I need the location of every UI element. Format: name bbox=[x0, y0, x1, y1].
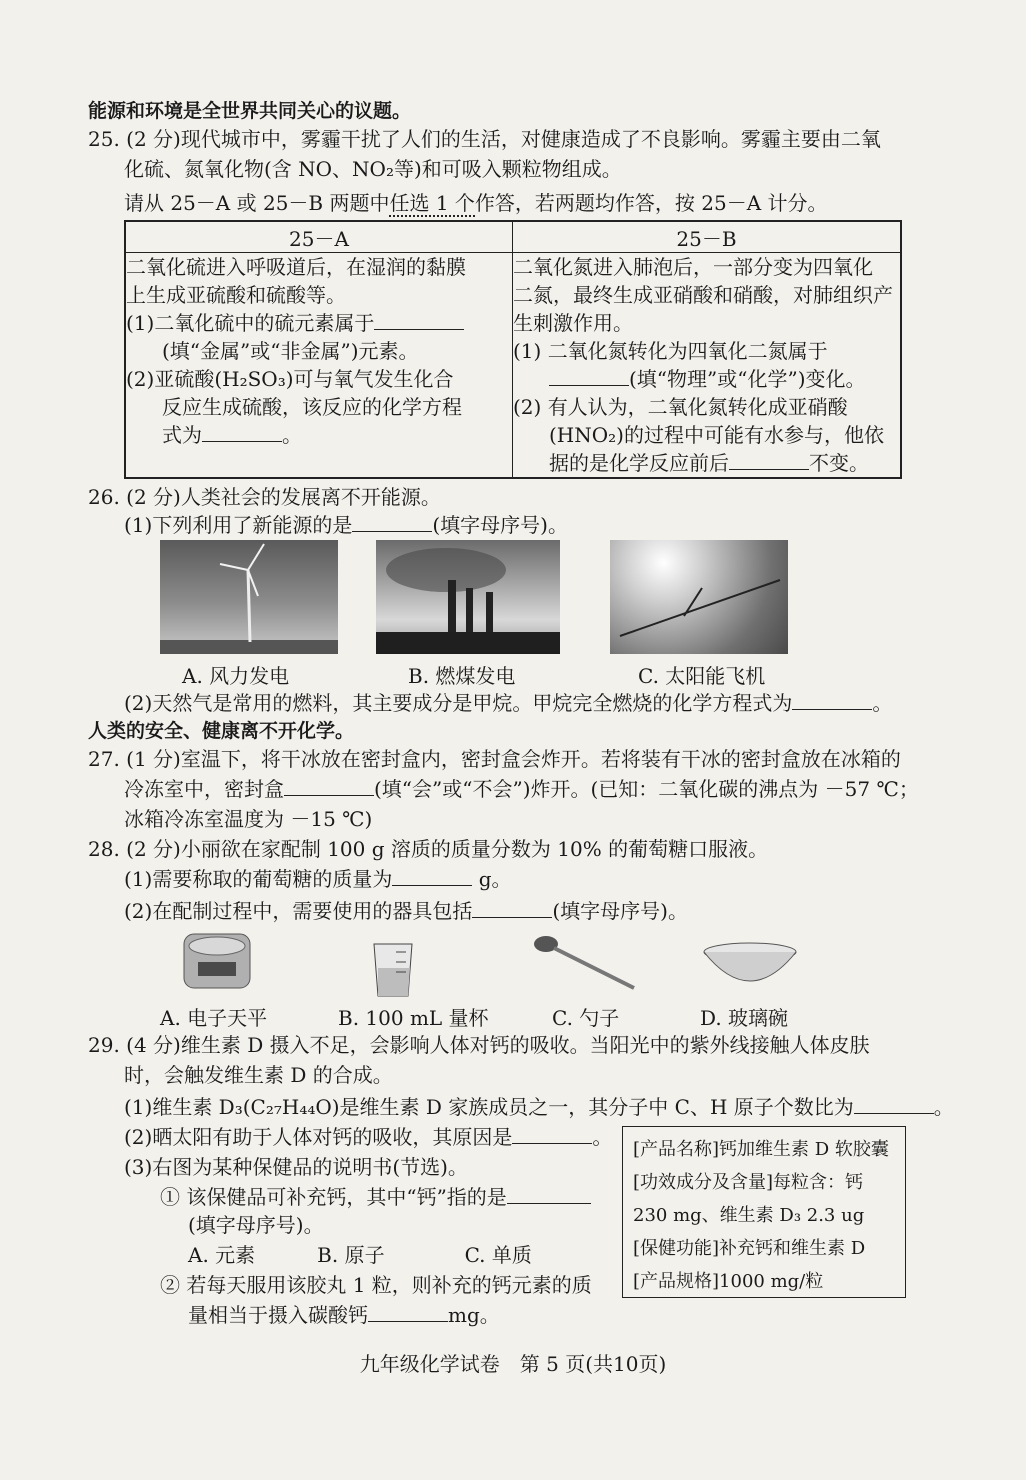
wind-turbine-icon bbox=[160, 540, 338, 654]
q29-q1: (1)维生素 D₃(C₂₇H₄₄O)是维生素 D 家族成员之一，其分子中 C、H 原子个数比为 。 bbox=[124, 1095, 954, 1119]
coal-power-image bbox=[376, 540, 560, 654]
scale-icon bbox=[178, 924, 256, 994]
answer-blank[interactable] bbox=[202, 423, 282, 442]
q25b-q2: (2) 有人认为，二氧化氮转化成亚硝酸 bbox=[513, 395, 848, 419]
q26-q1: (1)下列利用了新能源的是 (填字母序号)。 bbox=[124, 513, 568, 537]
q25b-text: 二氧化氮进入肺泡后，一部分变为四氧化 bbox=[513, 255, 873, 279]
q29-q3-2: ② 若每天服用该胶丸 1 粒，则补充的钙元素的质 bbox=[160, 1273, 592, 1297]
q27-line2: 冷冻室中，密封盒 (填“会”或“不会”)炸开。(已知：二氧化碳的沸点为 －57 ℃； bbox=[124, 777, 919, 801]
q26-q2: (2)天然气是常用的燃料，其主要成分是甲烷。甲烷完全燃烧的化学方程式为 。 bbox=[124, 691, 893, 715]
product-spec: [产品规格]1000 mg/粒 bbox=[633, 1271, 824, 1292]
airplane-icon bbox=[610, 540, 788, 654]
image-caption-a: A. 风力发电 bbox=[182, 664, 290, 688]
q25a-q1: (1)二氧化硫中的硫元素属于 bbox=[126, 309, 512, 337]
answer-blank[interactable] bbox=[854, 1095, 934, 1114]
q25a-text: 二氧化硫进入呼吸道后，在湿润的黏膜 bbox=[126, 255, 466, 279]
measuring-cup-icon bbox=[366, 938, 422, 1000]
q29-q3-1-hint: (填字母序号)。 bbox=[188, 1213, 324, 1237]
answer-blank[interactable] bbox=[368, 1303, 448, 1322]
q29-q3-1: ① 该保健品可补充钙，其中“钙”指的是 bbox=[160, 1184, 591, 1210]
q25a-q2-cont: 反应生成硫酸，该反应的化学方程 bbox=[162, 395, 462, 419]
q29-options bbox=[188, 1242, 532, 1268]
equipment-caption-d: D. 玻璃碗 bbox=[700, 1006, 789, 1030]
spoon-icon bbox=[530, 932, 640, 994]
q25-line1: 25. (2 分)现代城市中，雾霾干扰了人们的生活，对健康造成了不良影响。雾霾主要由二氧 bbox=[88, 127, 881, 151]
section-title-safety: 人类的安全、健康离不开化学。 bbox=[88, 720, 355, 742]
answer-blank[interactable] bbox=[512, 1125, 592, 1144]
glass-bowl-icon bbox=[700, 940, 800, 998]
q25a-q2: (2)亚硫酸(H₂SO₃)可与氧气发生化合 bbox=[126, 367, 454, 391]
answer-blank[interactable] bbox=[392, 867, 472, 886]
image-caption-c: C. 太阳能飞机 bbox=[638, 664, 766, 688]
q25b-q2-cont: (HNO₂)的过程中可能有水参与，他依 bbox=[549, 423, 884, 447]
wind-power-image bbox=[160, 540, 338, 654]
product-function: [保健功能]补充钙和维生素 D bbox=[633, 1238, 866, 1259]
q28-line1: 28. (2 分)小丽欲在家配制 100 g 溶质的质量分数为 10% 的葡萄糖口服液。 bbox=[88, 837, 769, 861]
q25-choose-instruction: 请从 25－A 或 25－B 两题中任选 1 个作答，若两题均作答，按 25－A 计分。 bbox=[124, 191, 828, 215]
factory-chimney-icon bbox=[376, 540, 560, 654]
equipment-caption-a: A. 电子天平 bbox=[160, 1006, 268, 1030]
option-b: B. 原子 bbox=[317, 1243, 385, 1267]
q25b-text: 二氮，最终生成亚硝酸和硝酸，对肺组织产 bbox=[513, 283, 893, 307]
q25b-q1-blank-line: (填“物理”或“化学”)变化。 bbox=[513, 365, 900, 393]
measuring-cup-image bbox=[366, 938, 422, 1000]
q25-line2: 化硫、氮氧化物(含 NO、NO₂等)和可吸入颗粒物组成。 bbox=[124, 157, 622, 181]
q25b-q1: (1) 二氧化氮转化为四氧化二氮属于 bbox=[513, 339, 828, 363]
q25b-header: 25－B bbox=[513, 221, 902, 253]
q25b-q2-blank-line: 据的是化学反应前后 不变。 bbox=[549, 451, 869, 475]
glass-bowl-image bbox=[700, 940, 800, 998]
image-caption-b: B. 燃煤发电 bbox=[408, 664, 516, 688]
q25a-header: 25－A bbox=[125, 221, 513, 253]
q27-line1: 27. (1 分)室温下，将干冰放在密封盒内，密封盒会炸开。若将装有干冰的密封盒放在冰箱的 bbox=[88, 747, 901, 771]
q25b-text: 生刺激作用。 bbox=[513, 311, 633, 335]
spoon-image bbox=[530, 932, 640, 994]
product-ingredients: [功效成分及含量]每粒含：钙 bbox=[633, 1172, 864, 1193]
product-label-box bbox=[622, 1126, 906, 1298]
answer-blank[interactable] bbox=[507, 1185, 591, 1204]
answer-blank[interactable] bbox=[374, 311, 464, 330]
equipment-caption-b: B. 100 mL 量杯 bbox=[338, 1006, 489, 1030]
q25b-cell bbox=[513, 253, 902, 479]
option-c: C. 单质 bbox=[464, 1243, 532, 1267]
q28-q2: (2)在配制过程中，需要使用的器具包括 (填字母序号)。 bbox=[124, 899, 688, 923]
q25a-cell bbox=[125, 253, 513, 479]
answer-blank[interactable] bbox=[352, 513, 432, 532]
option-a: A. 元素 bbox=[188, 1243, 256, 1267]
q29-q3-2-cont: 量相当于摄入碳酸钙 mg。 bbox=[188, 1303, 500, 1327]
electronic-scale-image bbox=[178, 924, 256, 994]
answer-blank[interactable] bbox=[729, 451, 809, 470]
q25a-text: 上生成亚硫酸和硫酸等。 bbox=[126, 283, 346, 307]
page-footer: 九年级化学试卷 第 5 页(共10页) bbox=[359, 1352, 667, 1376]
q25a-q2-blank-line: 式为 。 bbox=[162, 423, 302, 447]
solar-plane-image bbox=[610, 540, 788, 654]
q26-line1: 26. (2 分)人类社会的发展离不开能源。 bbox=[88, 485, 441, 509]
equipment-caption-c: C. 勺子 bbox=[552, 1006, 620, 1030]
q29-line2: 时，会触发维生素 D 的合成。 bbox=[124, 1063, 393, 1087]
q29-q2: (2)晒太阳有助于人体对钙的吸收，其原因是 。 bbox=[124, 1125, 613, 1149]
answer-blank[interactable] bbox=[549, 367, 629, 386]
section-title-energy: 能源和环境是全世界共同关心的议题。 bbox=[88, 100, 412, 122]
q28-q1: (1)需要称取的葡萄糖的质量为 g。 bbox=[124, 867, 512, 891]
answer-blank[interactable] bbox=[472, 899, 552, 918]
answer-blank[interactable] bbox=[284, 777, 374, 796]
answer-blank[interactable] bbox=[792, 691, 872, 710]
q29-q3: (3)右图为某种保健品的说明书(节选)。 bbox=[124, 1155, 468, 1179]
product-ingredients-values: 230 mg、维生素 D₃ 2.3 ug bbox=[633, 1205, 865, 1226]
q29-line1: 29. (4 分)维生素 D 摄入不足，会影响人体对钙的吸收。当阳光中的紫外线接触人体皮肤 bbox=[88, 1033, 870, 1057]
q27-line3: 冰箱冷冻室温度为 －15 ℃) bbox=[124, 807, 373, 831]
q25a-q1-hint: (填“金属”或“非金属”)元素。 bbox=[162, 339, 419, 363]
product-name: [产品名称]钙加维生素 D 软胶囊 bbox=[633, 1139, 889, 1160]
q25-choice-table bbox=[124, 220, 902, 479]
